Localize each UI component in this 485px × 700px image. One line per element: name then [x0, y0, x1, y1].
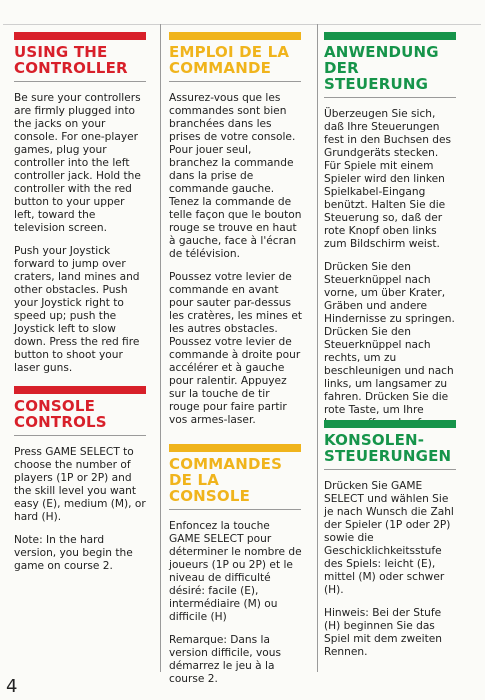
german-console-paragraph-1: Drücken Sie GAME SELECT und wählen Sie je nach Wunsch die Zahl der Spieler (1P oder 2P) sowie die Geschicklichkeitsstufe des Spiels: leicht (E), mittel (M) oder schwer (H). [324, 480, 454, 596]
german-console-body [324, 480, 458, 659]
german-controller-body [324, 108, 458, 430]
english-controller-paragraph-1: Be sure your controllers are firmly plugged into the jacks on your console. For one-player games, plug your controller into the left controller jack. Hold the controller with the red button to your upper left, toward the television screen. [14, 92, 141, 234]
german-controller-title: ANWENDUNG DER STEUERUNG [324, 43, 439, 93]
french-console-section [169, 444, 309, 696]
french-console-body [169, 520, 303, 686]
french-controller-section [169, 32, 309, 437]
german-column [317, 24, 473, 672]
french-console-bar [169, 444, 301, 452]
french-header-bar [169, 32, 301, 40]
german-console-paragraph-2: Hinweis: Bei der Stufe (H) beginnen Sie das Spiel mit dem zweiten Rennen. [324, 607, 443, 658]
german-console-rule [324, 469, 456, 470]
french-controller-paragraph-2: Poussez votre levier de commande en avant pour sauter par-dessus les cratères, les mines et les autres obstacles. Poussez votre levier de commande à droite pour accélérer et à gauche pour ralentir. Appuyez sur la touche de tir rouge pour faire partir vos armes-laser. [169, 271, 302, 426]
german-controller-paragraph-2: Drücken Sie den Steuerknüppel nach vorne, um über Krater, Gräben und andere Hindernisse zu springen. Drücken Sie den Steuerknüppel nach rechts, um zu beschleunigen und nach links, um langsamer zu fahren. Drücken Sie die rote Taste, um Ihre [324, 261, 455, 416]
german-controller-paragraph-1: Überzeugen Sie sich, daß Ihre Steuerungen fest in den Buchsen des Grundgeräts stecken. Für Spiele mit einem Spieler wird den linken Spielkabel-Eingang benützt. Halten Sie die Steuerung so, daß der rote Knopf oben links zum Bildschirm weist. [324, 108, 452, 250]
french-controller-body [169, 92, 303, 427]
english-controller-paragraph-2: Push your Joystick forward to jump over craters, land mines and other obstacles. Push your Joystick right to speed up; push the Joystick left to slow down. Press the red fire button to shoot your laser guns. [14, 245, 140, 374]
english-console-section [14, 386, 154, 583]
english-console-paragraph-2: Note: In the hard version, you begin the game on course 2. [14, 534, 133, 572]
english-header-rule [14, 81, 146, 82]
german-header-rule [324, 97, 456, 98]
french-controller-paragraph-1: Assurez-vous que les commandes sont bien branchées dans les prises de votre console. Pour jouer seul, branchez la commande dans la prise de commande gauche. Tenez la commande de telle façon que le bouton rouge se trouve en haut à gauche, face à l'écran de télévision. [169, 92, 302, 260]
german-console-section [324, 420, 464, 669]
english-console-body [14, 446, 148, 573]
french-console-paragraph-1: Enfoncez la touche GAME SELECT pour déterminer le nombre de joueurs (1P ou 2P) et le niveau de difficulté désiré: facile (E), intermédiaire (M) ou difficile (H) [169, 520, 302, 623]
german-console-title: KONSOLEN-STEUERUNGEN [324, 431, 452, 465]
english-console-paragraph-1: Press GAME SELECT to choose the number of players (1P or 2P) and the skill level you want easy (E), medium (M), or hard (H). [14, 446, 146, 523]
french-console-paragraph-2: Remarque: Dans la version difficile, vous démarrez le jeu à la course 2. [169, 634, 282, 685]
french-console-title: COMMANDES DE LA CONSOLE [169, 455, 283, 505]
german-controller-section [324, 32, 464, 440]
english-console-title: CONSOLE CONTROLS [14, 397, 107, 431]
german-console-bar [324, 420, 456, 428]
english-console-rule [14, 435, 146, 436]
page-number: 4 [6, 676, 18, 697]
french-console-rule [169, 509, 301, 510]
english-console-bar [14, 386, 146, 394]
english-controller-body [14, 92, 148, 375]
french-header-rule [169, 81, 301, 82]
english-controller-title: USING THE CONTROLLER [14, 43, 128, 77]
english-controller-section [14, 32, 154, 385]
english-column [2, 24, 157, 672]
english-header-bar [14, 32, 146, 40]
german-header-bar [324, 32, 456, 40]
french-controller-title: EMPLOI DE LA COMMANDE [169, 43, 290, 77]
french-column [160, 24, 316, 685]
